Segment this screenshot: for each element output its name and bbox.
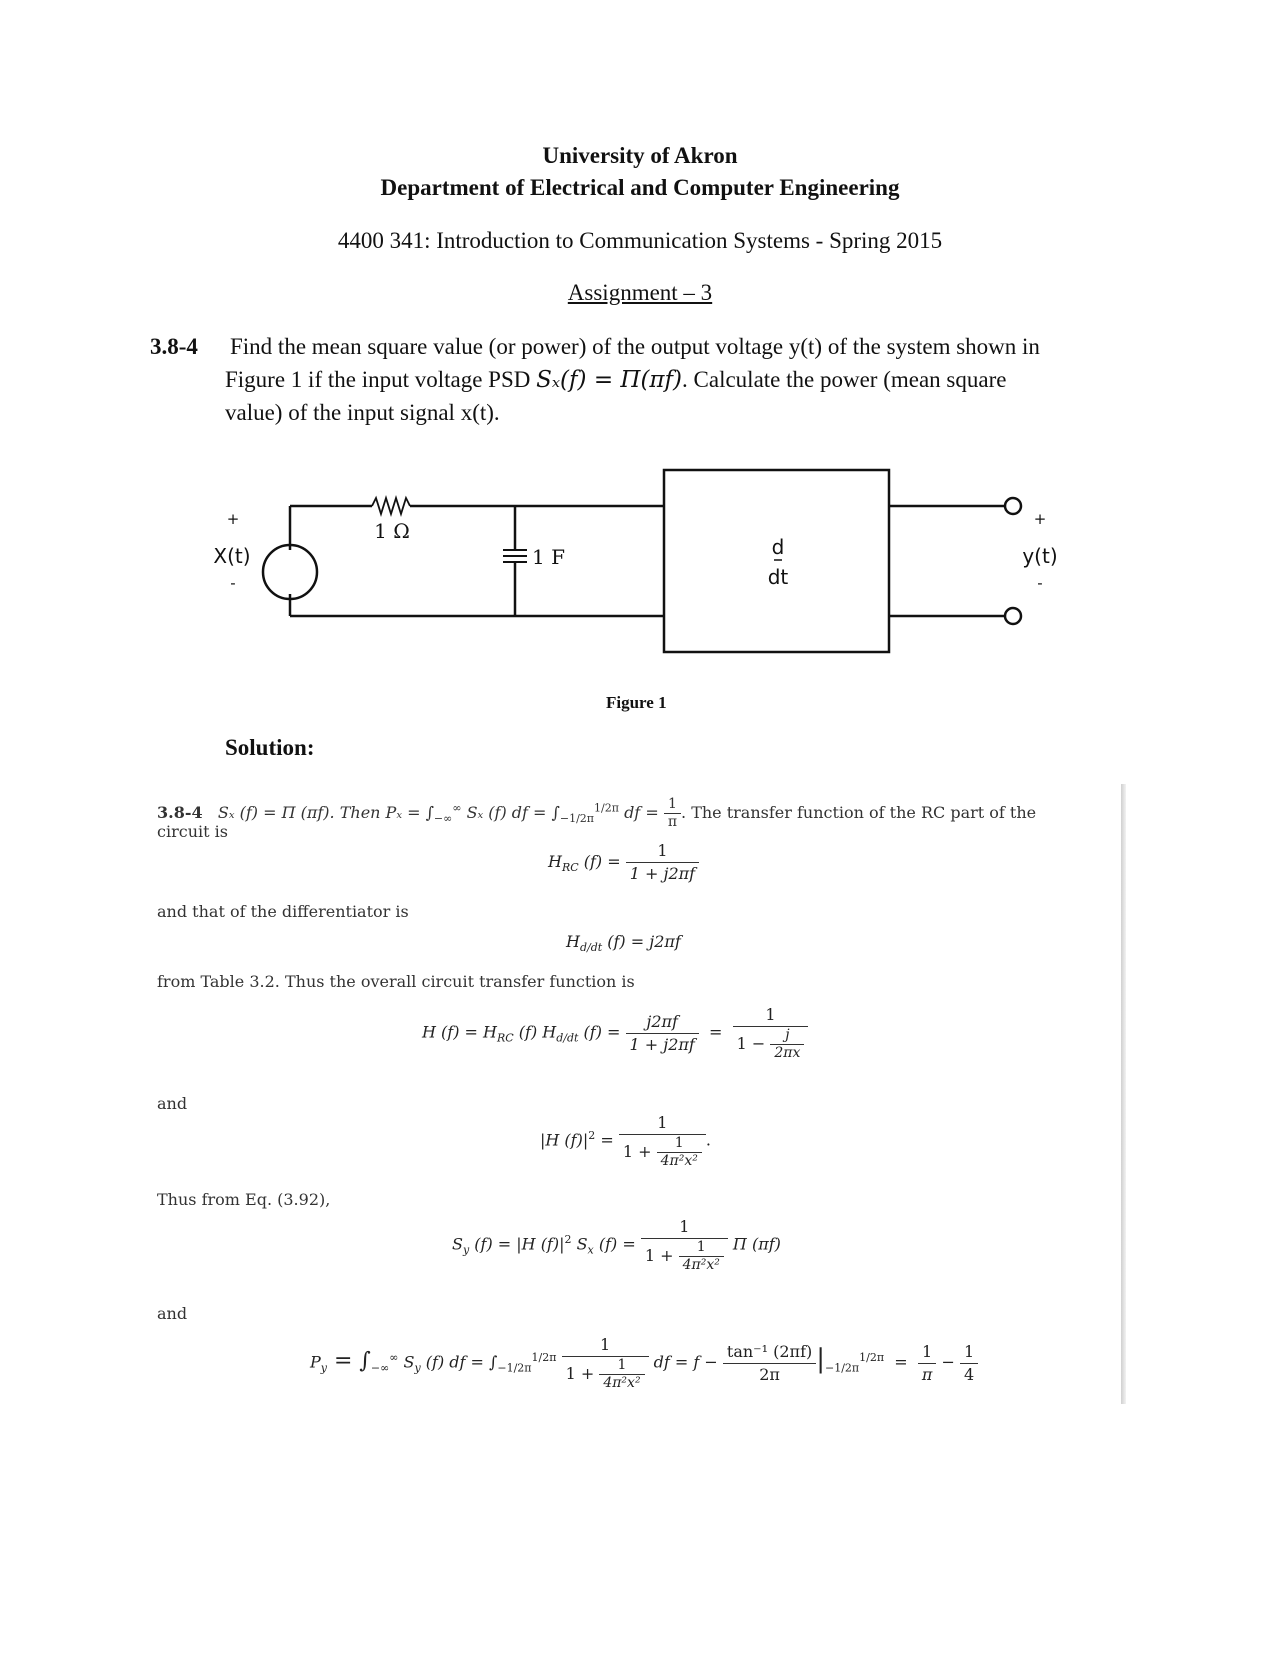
hd-lhs: H	[566, 932, 580, 951]
h-num: j2πf	[626, 1011, 699, 1034]
solution-number: 3.8-4	[157, 803, 203, 822]
h-den: 1 + j2πf	[629, 1034, 695, 1054]
mag-lhs: |H (f)|	[540, 1130, 589, 1150]
mag-equation	[540, 1112, 711, 1170]
sy-inner-num: 1	[679, 1239, 724, 1257]
h-eq: (f) =	[578, 1022, 621, 1042]
psd-expression: Sₓ(f) = Π(πf)	[536, 367, 683, 393]
py-int1-lo: −∞	[370, 1361, 390, 1375]
capacitor-label: 1 F	[532, 545, 565, 569]
py-result-2	[960, 1341, 978, 1386]
py-r2-num: 1	[960, 1341, 978, 1364]
py-df: (f) df = ∫	[420, 1352, 498, 1372]
py-eval-lo: −1/2π	[825, 1361, 860, 1375]
sy-mid2: S	[571, 1234, 588, 1254]
py-int1: = ∫	[326, 1348, 371, 1374]
input-plus: +	[226, 510, 240, 528]
solution-line-differentiator: and that of the differentiator is	[157, 902, 409, 921]
output-terminal-bottom	[1005, 608, 1021, 624]
sy-sub: y	[462, 1243, 470, 1257]
h2-inner-fraction	[770, 1027, 804, 1062]
h-sub-rc: RC	[496, 1031, 514, 1045]
px-result-num: 1	[664, 796, 681, 814]
py-fraction	[562, 1334, 649, 1392]
h-equals: =	[709, 1022, 723, 1042]
sy-eq: (f) =	[593, 1234, 636, 1254]
sy-inner-den: 4π²x²	[682, 1257, 720, 1273]
solution-and-2: and	[157, 1304, 188, 1323]
py-sub: y	[320, 1361, 327, 1375]
py-tan-den: 2π	[759, 1364, 780, 1384]
solution-line-table: from Table 3.2. Thus the overall circuit transfer function is	[157, 972, 635, 991]
figure-caption: Figure 1	[606, 693, 667, 712]
py-den-a: 1 +	[565, 1364, 595, 1383]
py-tan-num: tan⁻¹ (2πf)	[723, 1341, 816, 1364]
py-num: 1	[562, 1334, 649, 1357]
py-inner-num: 1	[599, 1357, 644, 1375]
px-expression-b: Sₓ (f) df = ∫	[466, 803, 560, 822]
h-fraction	[626, 1011, 699, 1056]
sy-lhs: S	[452, 1234, 463, 1254]
hrc-lhs: H	[548, 852, 562, 871]
mag-exp: 2	[588, 1129, 596, 1143]
py-r1-num: 1	[918, 1341, 937, 1364]
problem-line-2-prefix: Figure 1 if the input voltage PSD	[225, 367, 537, 392]
hd-sub: d/dt	[579, 941, 603, 955]
mag-inner-fraction	[657, 1135, 702, 1170]
sy-sub2: x	[587, 1243, 594, 1257]
output-terminal-top	[1005, 498, 1021, 514]
px-expression-c: df =	[624, 803, 659, 822]
problem-number: 3.8-4	[150, 334, 198, 359]
problem-line-1: Find the mean square value (or power) of the output voltage y(t) of the system shown in	[230, 334, 1040, 359]
mag-period: .	[705, 1130, 711, 1150]
px-result	[664, 796, 681, 831]
assignment-title: Assignment – 3	[567, 280, 713, 305]
sy-num: 1	[641, 1216, 728, 1239]
h2-inner-den: 2πx	[774, 1045, 801, 1061]
px-expression-d: . The transfer function of the RC part of the	[681, 803, 1037, 822]
py-lhs: P	[310, 1352, 321, 1372]
int-lower-2: −1/2π	[559, 812, 595, 826]
problem-line-3: value) of the input signal x(t).	[225, 400, 500, 425]
h2-inner-num: j	[770, 1027, 804, 1045]
hrc-num: 1	[626, 840, 699, 863]
mag-inner-den: 4π²x²	[660, 1153, 698, 1169]
circuit-diagram	[0, 440, 1280, 720]
hd-rhs: (f) = j2πf	[602, 932, 681, 951]
mag-eq: =	[595, 1130, 614, 1150]
py-den	[562, 1357, 649, 1392]
input-minus: -	[230, 574, 236, 592]
py-minus: −	[941, 1352, 955, 1372]
py-s-sub: y	[414, 1361, 421, 1375]
h-mid: (f) H	[513, 1022, 557, 1042]
resistor-label: 1 Ω	[374, 519, 410, 543]
problem-line-2	[225, 363, 1006, 397]
h2-num: 1	[733, 1004, 809, 1027]
solution-heading: Solution:	[225, 735, 315, 760]
py-equation	[310, 1334, 978, 1392]
py-inner-fraction	[599, 1357, 644, 1392]
hrc-sub: RC	[561, 861, 579, 875]
py-int2-lo: −1/2π	[497, 1361, 532, 1375]
py-tan-fraction	[723, 1341, 816, 1386]
mag-den	[619, 1135, 706, 1170]
block-bottom-label: dt	[767, 565, 789, 589]
solution-line-eq: Thus from Eq. (3.92),	[157, 1190, 331, 1209]
sy-den-a: 1 +	[644, 1246, 674, 1265]
department-title: Department of Electrical and Computer Engineering	[380, 175, 900, 200]
mag-inner-num: 1	[657, 1135, 702, 1153]
scan-shadow	[1121, 784, 1126, 1404]
h-sub-d: d/dt	[556, 1031, 579, 1045]
hrc-den: 1 + j2πf	[629, 864, 696, 883]
py-eq2: =	[894, 1352, 908, 1372]
mag-fraction	[619, 1112, 706, 1170]
int-upper-2: 1/2π	[594, 801, 619, 815]
voltage-source	[263, 545, 317, 599]
int-upper-1: ∞	[452, 801, 462, 815]
hrc-equation	[548, 840, 699, 885]
h2-den-a: 1 −	[736, 1034, 766, 1053]
h-lhs: H (f) = H	[422, 1022, 497, 1042]
problem-line-2-suffix: . Calculate the power (mean square	[682, 367, 1007, 392]
py-int1-hi: ∞	[389, 1351, 399, 1365]
sy-inner-fraction	[679, 1239, 724, 1274]
int-lower-1: −∞	[433, 812, 453, 826]
py-result-1	[918, 1341, 937, 1386]
hrc-arg: (f) =	[578, 852, 621, 871]
h2-den	[733, 1027, 809, 1062]
differentiator-block	[664, 470, 889, 652]
solution-line-circuit: circuit is	[157, 822, 228, 841]
py-s: S	[403, 1352, 415, 1372]
hd-equation	[566, 932, 681, 954]
px-result-den: π	[667, 814, 678, 830]
py-eval-hi: 1/2π	[859, 1351, 885, 1365]
solution-paragraph-1	[157, 796, 1036, 831]
hrc-fraction	[626, 840, 699, 885]
py-r1-den: π	[921, 1364, 933, 1384]
py-r2-den: 4	[963, 1364, 975, 1384]
px-expression-a: Sₓ (f) = Π (πf). Then Pₓ = ∫	[217, 803, 434, 822]
sy-mid: (f) = |H (f)|	[469, 1234, 565, 1254]
output-plus: +	[1033, 510, 1047, 528]
sy-equation	[452, 1216, 781, 1274]
mag-num: 1	[619, 1112, 706, 1135]
mag-den-a: 1 +	[622, 1142, 652, 1161]
university-title: University of Akron	[542, 143, 738, 168]
block-top-label: d	[771, 535, 785, 559]
py-inner-den: 4π²x²	[603, 1375, 641, 1391]
py-eval-bar: |	[816, 1344, 825, 1375]
py-int2-hi: 1/2π	[531, 1351, 557, 1365]
h-equation	[422, 1004, 808, 1062]
sy-fraction	[641, 1216, 728, 1274]
solution-and-1: and	[157, 1094, 188, 1113]
resistor	[372, 498, 410, 514]
sy-exp: 2	[564, 1233, 572, 1247]
sy-den	[641, 1239, 728, 1274]
output-label: y(t)	[1022, 544, 1058, 568]
sy-tail: Π (πf)	[732, 1234, 781, 1254]
course-title: 4400 341: Introduction to Communication Systems - Spring 2015	[337, 228, 943, 253]
input-label: X(t)	[213, 544, 251, 568]
py-df2: df = f −	[653, 1352, 718, 1372]
output-minus: -	[1037, 574, 1043, 592]
h2-fraction	[733, 1004, 809, 1062]
